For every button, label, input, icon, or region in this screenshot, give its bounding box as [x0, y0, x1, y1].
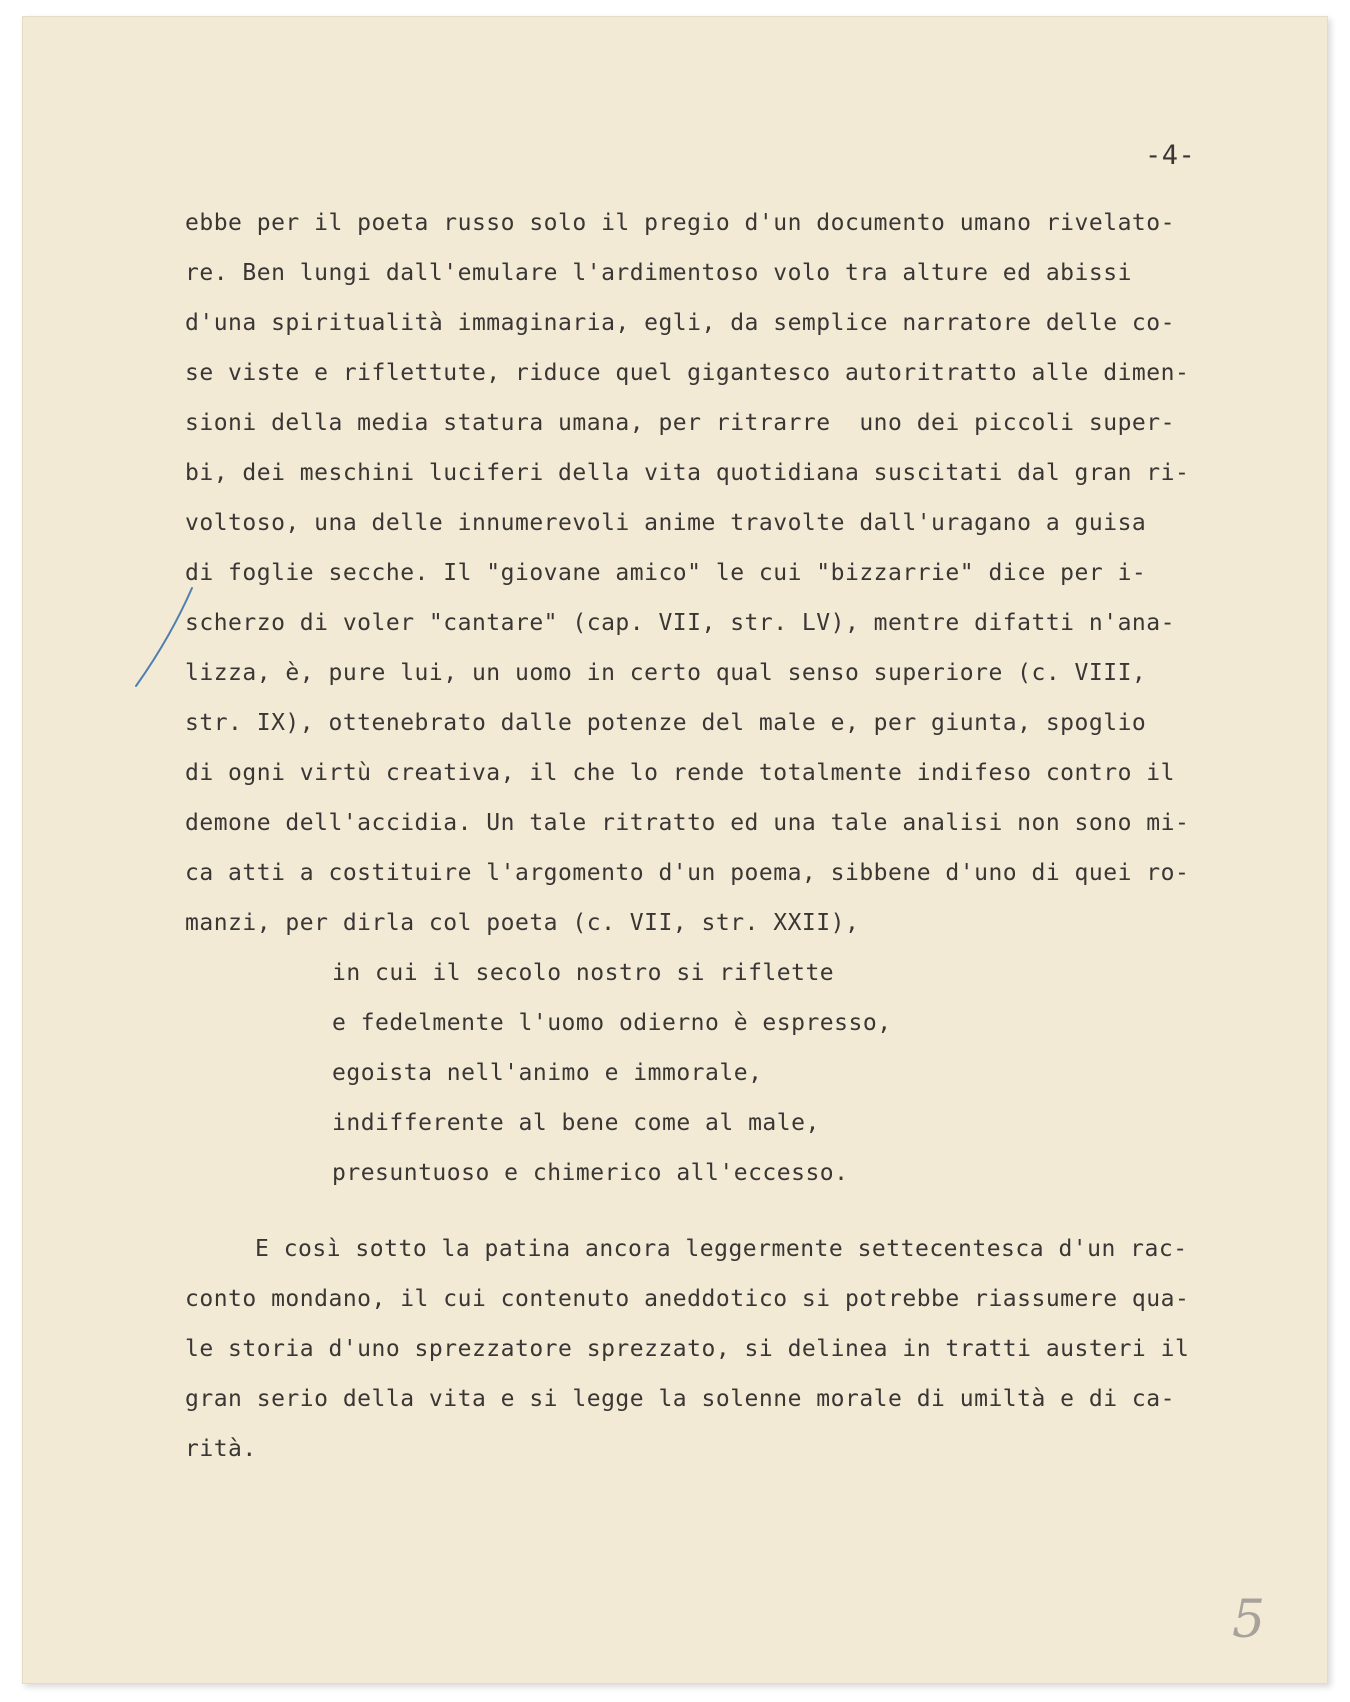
text-line: se viste e riflettute, riduce quel gigantesco autoritratto alle dimen- [185, 360, 1190, 386]
page-number: -4- [1145, 140, 1196, 171]
verse-line: egoista nell'animo e immorale, [332, 1060, 763, 1086]
text-line: lizza, è, pure lui, un uomo in certo qual senso superiore (c. VIII, [185, 660, 1147, 686]
verse-line: e fedelmente l'uomo odierno è espresso, [332, 1010, 892, 1036]
body-text [185, 198, 1295, 1474]
text-line: di foglie secche. Il "giovane amico" le cui "bizzarrie" dice per i- [185, 560, 1147, 586]
verse-line: in cui il secolo nostro si riflette [332, 960, 835, 986]
folio-number: 5 [1232, 1590, 1266, 1650]
paragraph-gap [185, 1198, 1295, 1224]
text-line: ca atti a costituire l'argomento d'un poema, sibbene d'uno di quei ro- [185, 860, 1190, 886]
text-line: di ogni virtù creativa, il che lo rende totalmente indifeso contro il [185, 760, 1175, 786]
text-line: manzi, per dirla col poeta (c. VII, str. XXII), [185, 910, 860, 936]
text-line: gran serio della vita e si legge la solenne morale di umiltà e di ca- [185, 1386, 1175, 1412]
text-line: scherzo di voler "cantare" (cap. VII, str. LV), mentre difatti n'ana- [185, 610, 1175, 636]
text-line: d'una spiritualità immaginaria, egli, da semplice narratore delle co- [185, 310, 1175, 336]
text-line: demone dell'accidia. Un tale ritratto ed una tale analisi non sono mi- [185, 810, 1190, 836]
text-line: sioni della media statura umana, per ritrarre uno dei piccoli super- [185, 410, 1175, 436]
verse-line: presuntuoso e chimerico all'eccesso. [332, 1160, 849, 1186]
text-line: re. Ben lungi dall'emulare l'ardimentoso volo tra alture ed abissi [185, 260, 1132, 286]
text-line: E così sotto la patina ancora leggermente settecentesca d'un rac- [255, 1236, 1188, 1262]
verse-line: indifferente al bene come al male, [332, 1110, 820, 1136]
text-line: rità. [185, 1436, 257, 1462]
text-line: bi, dei meschini luciferi della vita quotidiana suscitati dal gran ri- [185, 460, 1190, 486]
text-line: str. IX), ottenebrato dalle potenze del male e, per giunta, spoglio [185, 710, 1147, 736]
text-line: ebbe per il poeta russo solo il pregio d'un documento umano rivelato- [185, 210, 1175, 236]
text-line: conto mondano, il cui contenuto aneddotico si potrebbe riassumere qua- [185, 1286, 1190, 1312]
text-line: le storia d'uno sprezzatore sprezzato, si delinea in tratti austeri il [185, 1336, 1190, 1362]
text-line: voltoso, una delle innumerevoli anime travolte dall'uragano a guisa [185, 510, 1147, 536]
